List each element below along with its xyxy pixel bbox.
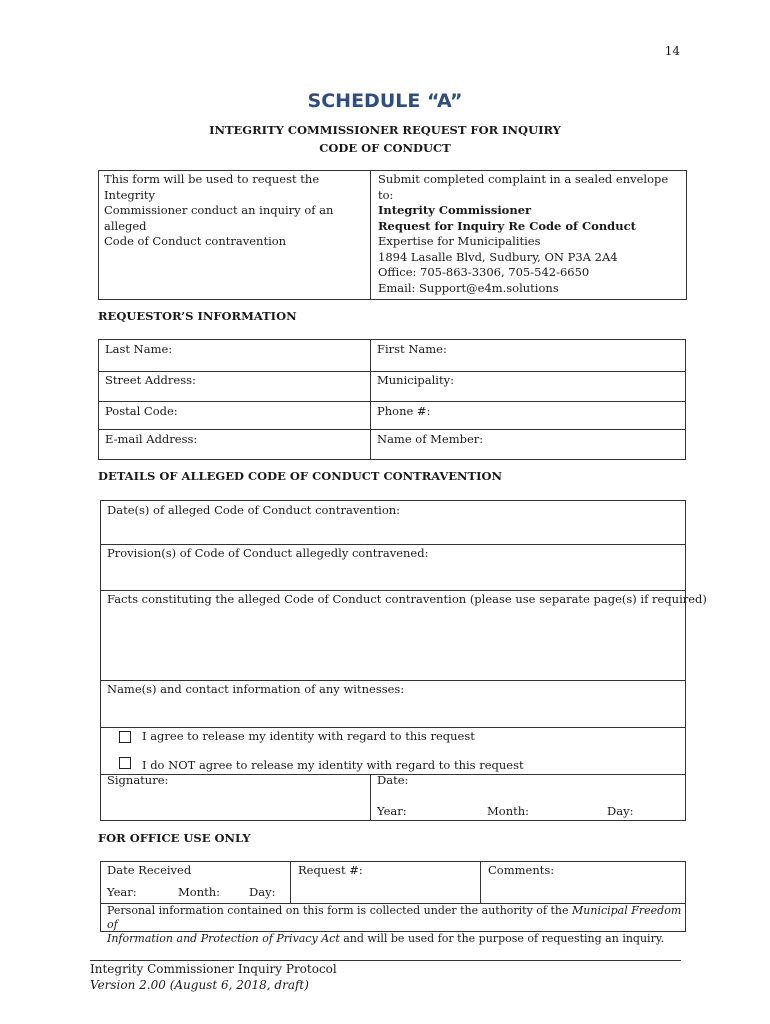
footer-divider <box>90 960 681 961</box>
provisions-field[interactable]: Provision(s) of Code of Conduct allegedly contravened: <box>107 546 429 560</box>
recipient-email: Email: Support@e4m.solutions <box>378 280 559 295</box>
recipient-address: 1894 Lasalle Blvd, Sudbury, ON P3A 2A4 <box>378 249 618 264</box>
request-number-field[interactable]: Request #: <box>298 863 363 877</box>
agree-checkbox[interactable] <box>119 731 131 743</box>
not-agree-label: I do NOT agree to release my identity with regard to this request <box>142 758 524 772</box>
footer-title: Integrity Commissioner Inquiry Protocol <box>90 962 337 976</box>
year-field[interactable]: Year: <box>377 804 407 818</box>
privacy-notice-text: Personal information contained on this form is collected under the authority of the <box>107 904 573 917</box>
office-heading: FOR OFFICE USE ONLY <box>98 831 251 845</box>
comments-field[interactable]: Comments: <box>488 863 555 877</box>
facts-field[interactable]: Facts constituting the alleged Code of Conduct contravention (please use separate page(s) if required) <box>107 592 707 606</box>
first-name-field[interactable]: First Name: <box>377 342 447 356</box>
privacy-notice <box>107 904 682 946</box>
phone-field[interactable]: Phone #: <box>377 404 431 418</box>
office-year-field[interactable]: Year: <box>107 885 137 899</box>
recipient-name: Integrity Commissioner <box>378 203 532 217</box>
office-day-field[interactable]: Day: <box>249 885 276 899</box>
contravention-dates-field[interactable]: Date(s) of alleged Code of Conduct contravention: <box>107 503 401 517</box>
postal-code-field[interactable]: Postal Code: <box>105 404 178 418</box>
email-field[interactable]: E-mail Address: <box>105 432 198 446</box>
page-number: 14 <box>664 44 680 58</box>
member-name-field[interactable]: Name of Member: <box>377 432 484 446</box>
intro-left-line: Code of Conduct contravention <box>104 234 287 248</box>
last-name-field[interactable]: Last Name: <box>105 342 173 356</box>
witnesses-field[interactable]: Name(s) and contact information of any witnesses: <box>107 682 405 696</box>
form-title: INTEGRITY COMMISSIONER REQUEST FOR INQUIRY <box>209 123 561 137</box>
intro-left-line: This form will be used to request the Integrity <box>104 172 320 202</box>
not-agree-checkbox[interactable] <box>119 757 131 769</box>
footer-version: Version 2.00 (August 6, 2018, draft) <box>90 978 309 992</box>
office-month-field[interactable]: Month: <box>178 885 221 899</box>
date-label: Date: <box>377 773 409 787</box>
intro-left-line: Commissioner conduct an inquiry of an alleged <box>104 203 334 233</box>
recipient-org: Expertise for Municipalities <box>378 234 541 248</box>
requestor-heading: REQUESTOR’S INFORMATION <box>98 309 297 323</box>
privacy-notice-text: and will be used for the purpose of requesting an inquiry. <box>339 932 665 945</box>
details-heading: DETAILS OF ALLEGED CODE OF CONDUCT CONTRAVENTION <box>98 469 503 483</box>
municipality-field[interactable]: Municipality: <box>377 373 454 387</box>
submit-instruction: Submit completed complaint in a sealed envelope <box>378 172 669 186</box>
privacy-act-name: Information and Protection of Privacy Act <box>107 932 340 945</box>
recipient-phone: Office: 705-863-3306, 705-542-6650 <box>378 265 590 279</box>
schedule-title: SCHEDULE “A” <box>307 90 463 112</box>
submit-instruction: to: <box>378 187 394 202</box>
form-subtitle: CODE OF CONDUCT <box>319 141 451 155</box>
month-field[interactable]: Month: <box>487 804 530 818</box>
intro-left <box>104 172 366 250</box>
intro-right <box>378 172 683 296</box>
street-address-field[interactable]: Street Address: <box>105 373 196 387</box>
recipient-subject: Request for Inquiry Re Code of Conduct <box>378 218 636 233</box>
privacy-act-name: Municipal Freedom of <box>107 904 682 931</box>
day-field[interactable]: Day: <box>607 804 634 818</box>
agree-label: I agree to release my identity with regard to this request <box>142 729 475 743</box>
date-received-label: Date Received <box>107 863 192 877</box>
signature-field[interactable]: Signature: <box>107 773 169 787</box>
